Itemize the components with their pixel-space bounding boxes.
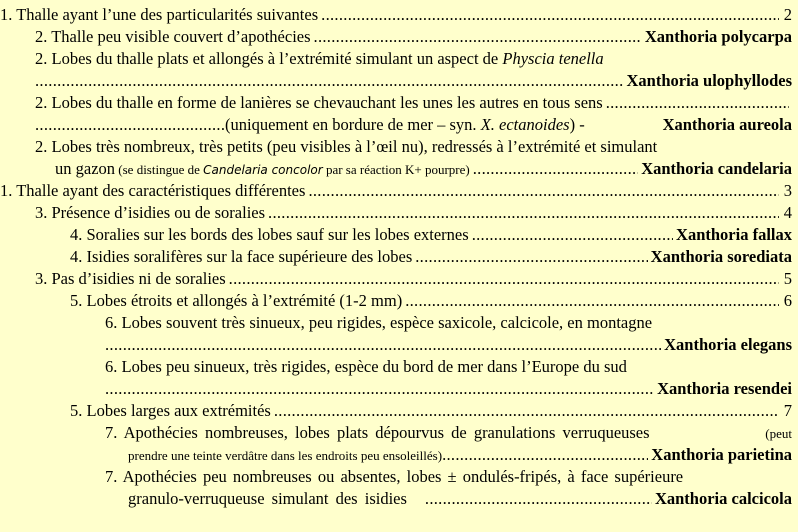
taxon-italic: X. ectanoides [480,115,570,134]
key-couplet-2b-result [35,70,792,92]
key-couplet-7a-result [128,444,792,466]
couplet-text: 4. Isidies soralifères sur la face supérieure des lobes [70,247,413,266]
leader-dots [229,268,779,290]
key-couplet-5a [70,290,792,312]
key-couplet-2d [35,136,792,158]
leader-dots [35,70,624,92]
species-name: Xanthoria calcicola [654,489,792,508]
key-couplet-5b [70,400,792,422]
leader-dots [321,4,779,26]
leader-dots [442,444,648,466]
key-couplet-6a-result [105,334,792,356]
species-name: Xanthoria candelaria [641,159,792,178]
couplet-link: 6 [783,291,792,310]
couplet-link: 3 [783,181,792,200]
couplet-text-part: un gazon [55,159,116,178]
couplet-text: 1. Thalle ayant des caractéristiques différentes [0,181,306,200]
couplet-text: 5. Lobes larges aux extrémités [70,401,271,420]
leader-dots [268,202,779,224]
couplet-text-part: 2. Lobes du thalle plats et allongés à l’extrémité simulant un aspect de [35,49,503,68]
leader-dots [105,378,654,400]
couplet-text: 7. Apothécies peu nombreuses ou absentes, lobes ± ondulés-fripés, à face supérieure [105,467,684,486]
key-couplet-4a [70,224,792,246]
key-couplet-7a [105,422,792,444]
couplet-link: 7 [783,401,792,420]
key-couplet-7b [105,466,792,488]
species-name: Xanthoria sorediata [650,247,792,266]
key-couplet-1a [0,4,792,26]
leader-dots [274,400,779,422]
key-couplet-2d-result [55,158,792,180]
species-name: Xanthoria aureola [662,115,792,134]
species-name: Xanthoria elegans [664,335,792,354]
couplet-text: 5. Lobes étroits et allongés à l’extrémité (1-2 mm) [70,291,403,310]
key-couplet-4b [70,246,792,268]
couplet-link: 2 [783,5,792,24]
species-name: Xanthoria parietina [651,445,792,464]
note-text: (se distingue de [115,162,204,177]
couplet-link: 4 [783,203,792,222]
couplet-text: 3. Présence d’isidies ou de soralies [35,203,266,222]
leader-dots [105,334,661,356]
couplet-link: 5 [783,269,792,288]
species-name: Xanthoria resendei [657,379,792,398]
note-text: prendre une teinte verdâtre dans les endroits peu ensoleillés) [128,448,443,463]
couplet-text: granulo-verruqueuse simulant des isidies [128,489,407,508]
key-couplet-2a [35,26,792,48]
couplet-text: 4. Soralies sur les bords des lobes sauf sur les lobes externes [70,225,469,244]
leader-dots [472,224,673,246]
note-text: (peut [765,426,792,441]
leader-dots [473,158,638,180]
leader-dots [415,246,647,268]
key-couplet-1b [0,180,792,202]
species-name: Xanthoria fallax [676,225,792,244]
couplet-text: 2. Thalle peu visible couvert d’apothécies [35,27,311,46]
species-name: Xanthoria ulophyllodes [626,71,792,90]
leader-dots [425,488,652,510]
leader-dots [314,26,642,48]
leader-dots [405,290,779,312]
key-couplet-6b-result [105,378,792,400]
couplet-text-part: (uniquement en bordure de mer – syn. [225,115,481,134]
leader-dots [606,92,789,114]
couplet-text: 2. Lobes du thalle en forme de lanières se chevauchant les unes les autres en tous sens [35,93,603,112]
couplet-text: 6. Lobes peu sinueux, très rigides, espèce du bord de mer dans l’Europe du sud [105,357,627,376]
couplet-text [55,158,470,181]
couplet-text [35,48,604,70]
key-couplet-2c-result [35,114,792,136]
couplet-text [225,114,585,136]
leader-dots [35,114,225,136]
key-couplet-6a [105,312,792,334]
couplet-text: 3. Pas d’isidies ni de soralies [35,269,226,288]
couplet-text-part: ) - [569,115,585,134]
key-couplet-7b-result [128,488,792,510]
couplet-text: 2. Lobes très nombreux, très petits (peu visibles à l’œil nu), redressés à l’extrémité et simulant [35,137,658,156]
key-couplet-6b [105,356,792,378]
couplet-text: 7. Apothécies nombreuses, lobes plats dépourvus de granulations verruqueuses [105,423,650,442]
key-couplet-2c [35,92,792,114]
leader-dots [308,180,778,202]
key-couplet-3b [35,268,792,290]
key-couplet-2b [35,48,792,70]
taxon-italic: Candelaria concolor [203,163,323,177]
taxon-italic: Physcia tenella [502,49,604,68]
note-text: par sa réaction K+ pourpre) [322,162,470,177]
species-name: Xanthoria polycarpa [644,27,792,46]
couplet-text: 1. Thalle ayant l’une des particularités suivantes [0,5,319,24]
key-couplet-3a [35,202,792,224]
couplet-text: 6. Lobes souvent très sinueux, peu rigides, espèce saxicole, calcicole, en montagne [105,313,653,332]
